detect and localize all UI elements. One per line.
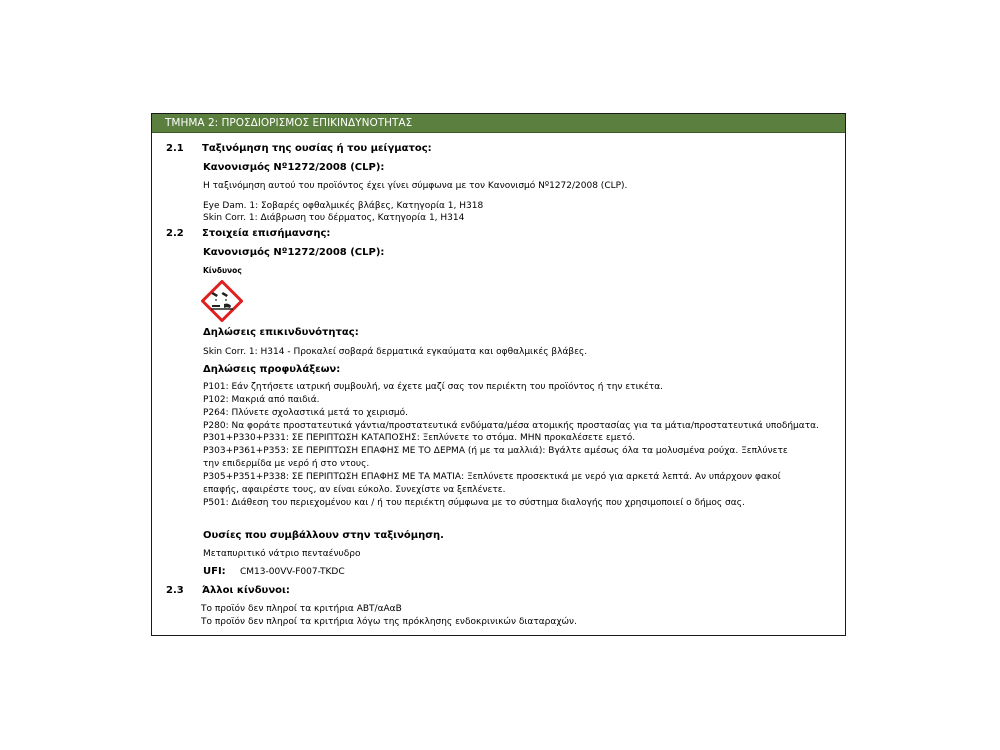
ufi-value: CM13-00VV-F007-TKDC [240,567,345,577]
classification-item: Skin Corr. 1: Διάβρωση του δέρματος, Κατηγορία 1, H314 [203,213,465,223]
section-header: ΤΜΗΜΑ 2: ΠΡΟΣΔΙΟΡΙΣΜΟΣ ΕΠΙΚΙΝΔΥΝΟΤΗΤΑΣ [152,114,845,133]
precaution-line: P303+P361+P353: ΣΕ ΠΕΡΙΠΤΩΣΗ ΕΠΑΦΗΣ ΜΕ ΤΟ ΔΕΡΜΑ (ή με τα μαλλιά): Βγάλτε αμέσως όλα τα μολυσμένα ρούχα. Ξεπλύνετε [203,446,788,456]
contributing-substance: Μεταπυριτικό νάτριο πενταένυδρο [203,549,361,559]
section-2-3-number: 2.3 [166,585,184,596]
other-hazard-line: Το προϊόν δεν πληροί τα κριτήρια ΑΒΤ/αΑαΒ [201,604,402,614]
precaution-line: P305+P351+P338: ΣΕ ΠΕΡΙΠΤΩΣΗ ΕΠΑΦΗΣ ΜΕ ΤΑ ΜΑΤΙΑ: Ξεπλύνετε προσεκτικά με νερό για αρκετά λεπτά. Αν υπάρχουν φακοί [203,472,781,482]
corrosion-pictogram-icon [201,280,243,322]
ufi-label: UFI: [203,566,226,577]
section-2-2-number: 2.2 [166,228,184,239]
sds-section-2 [151,113,846,636]
section-2-1-title: Ταξινόμηση της ουσίας ή του μείγματος: [202,143,432,154]
section-2-2-regulation: Κανονισμός Nº1272/2008 (CLP): [203,247,385,258]
hazard-statement: Skin Corr. 1: H314 - Προκαλεί σοβαρά δερματικά εγκαύματα και οφθαλμικές βλάβες. [203,347,588,357]
precaution-line: την επιδερμίδα με νερό ή στο ντους. [203,459,370,469]
precaution-line: P102: Μακριά από παιδιά. [203,395,320,405]
contributing-substances-title: Ουσίες που συμβάλλουν στην ταξινόμηση. [203,530,444,541]
precaution-line: επαφής, αφαιρέστε τους, αν είναι εύκολο. Συνεχίστε να ξεπλένετε. [203,485,506,495]
precaution-line: P301+P330+P331: ΣΕ ΠΕΡΙΠΤΩΣΗ ΚΑΤΑΠΟΣΗΣ: Ξεπλύνετε το στόμα. ΜΗΝ προκαλέσετε εμετό. [203,433,636,443]
section-2-1-regulation: Κανονισμός Nº1272/2008 (CLP): [203,162,385,173]
precaution-line: P501: Διάθεση του περιεχομένου και / ή του περιέκτη σύμφωνα με το σύστημα διαλογής που χρησιμοποιεί ο δήμος σας. [203,498,745,508]
section-2-1-number: 2.1 [166,143,184,154]
classification-item: Eye Dam. 1: Σοβαρές οφθαλμικές βλάβες, Κατηγορία 1, H318 [203,201,484,211]
other-hazard-line: Το προϊόν δεν πληροί τα κριτήρια λόγω της πρόκλησης ενδοκρινικών διαταραχών. [201,617,577,627]
precaution-line: P101: Εάν ζητήσετε ιατρική συμβουλή, να έχετε μαζί σας τον περιέκτη του προϊόντος ή την ετικέτα. [203,382,664,392]
precaution-line: P264: Πλύνετε σχολαστικά μετά το χειρισμό. [203,408,409,418]
section-2-2-title: Στοιχεία επισήμανσης: [202,228,331,239]
hazard-statements-title: Δηλώσεις επικινδυνότητας: [203,327,359,338]
classification-intro: Η ταξινόμηση αυτού του προϊόντος έχει γίνει σύμφωνα με τον Κανονισμό Nº1272/2008 (CLP). [203,181,628,191]
precautionary-statements-title: Δηλώσεις προφυλάξεων: [203,364,341,375]
precaution-line: P280: Να φοράτε προστατευτικά γάντια/προστατευτικά ενδύματα/μέσα ατομικής προστασίας για τα μάτια/προστατευτικά υποδήματα. [203,421,819,431]
section-2-3-title: Άλλοι κίνδυνοι: [202,585,290,596]
signal-word: Κίνδυνος [203,266,242,275]
